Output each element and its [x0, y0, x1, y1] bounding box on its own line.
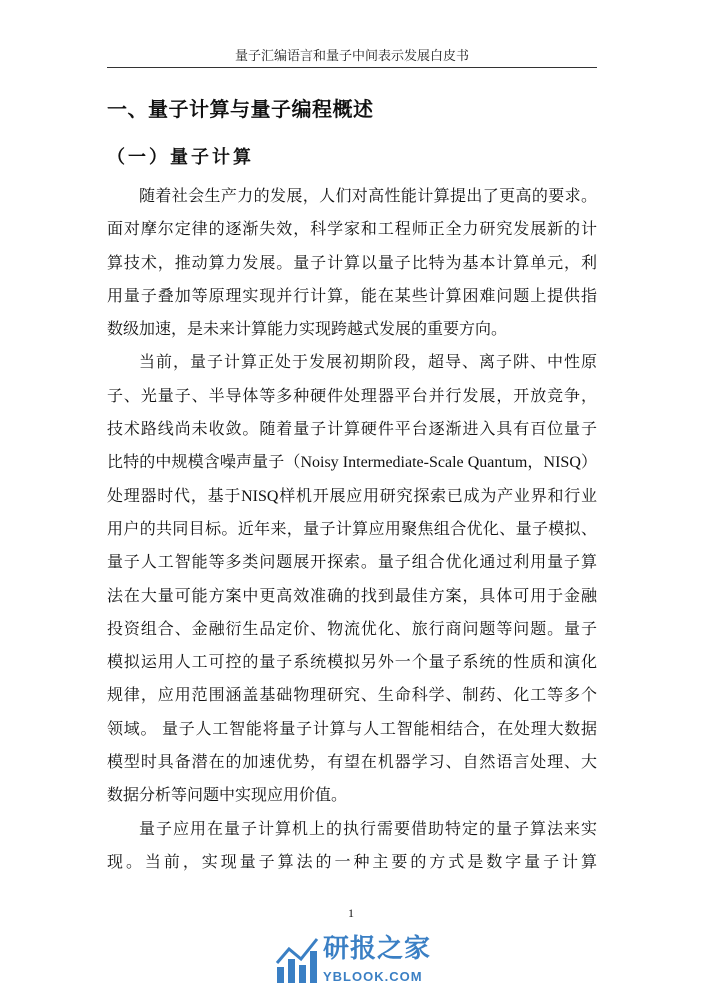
text-line: 随着社会生产力的发展，人们对高性能计算提出了更高的要求。 [139, 188, 597, 205]
text-line: 数级加速，是未来计算能力实现跨越式发展的重要方向。 [107, 321, 508, 339]
watermark-name-cn: 研报之家 [323, 933, 432, 963]
text-line: 模型时具备潜在的加速优势，有望在机器学习、自然语言处理、大 [107, 754, 597, 772]
text-line: 现。当前，实现量子算法的一种主要的方式是数字量子计算 [107, 853, 597, 871]
text-line: 技术路线尚未收敛。随着量子计算硬件平台逐渐进入具有百位量子 [107, 421, 597, 439]
text-line: 当前，量子计算正处于发展初期阶段，超导、离子阱、中性原 [139, 354, 597, 372]
text-line: 用户的共同目标。近年来，量子计算应用聚焦组合优化、量子模拟、 [107, 520, 597, 538]
header-rule [107, 67, 597, 68]
body-text [107, 180, 597, 879]
running-header: 量子汇编语言和量子中间表示发展白皮书 [234, 48, 469, 63]
page-number: 1 [348, 906, 354, 920]
text-line: 量子人工智能等多类问题展开探索。量子组合优化通过利用量子算 [107, 554, 597, 572]
text-line: 投资组合、金融衍生品定价、物流优化、旅行商问题等问题。量子 [107, 620, 597, 638]
text-line: 领域。 量子人工智能将量子计算与人工智能相结合，在处理大数据 [107, 720, 597, 738]
text-line: 比特的中规模含噪声量子（Noisy Intermediate-Scale Quantum，NISQ） [107, 454, 597, 472]
text-line: 数据分析等问题中实现应用价值。 [107, 787, 348, 805]
section-title: 一、量子计算与量子编程概述 [107, 99, 374, 121]
text-line: 法在大量可能方案中更高效准确的找到最佳方案，具体可用于金融 [107, 587, 597, 605]
text-line: 规律，应用范围涵盖基础物理研究、生命科学、制药、化工等多个 [107, 687, 597, 705]
watermark-name-en: YBLOOK.COM [323, 969, 423, 984]
text-line: 模拟运用人工可控的量子系统模拟另外一个量子系统的性质和演化 [107, 654, 597, 672]
text-line: 处理器时代，基于NISQ样机开展应用研究探索已成为产业界和行业 [107, 487, 597, 505]
text-line: 量子应用在量子计算机上的执行需要借助特定的量子算法来实 [139, 820, 597, 838]
text-line: 子、光量子、半导体等多种硬件处理器平台并行发展，开放竞争， [107, 387, 597, 405]
text-line: 算技术，推动算力发展。量子计算以量子比特为基本计算单元，利 [107, 254, 597, 272]
watermark-logo [275, 933, 445, 989]
bar-chart-logo-icon [275, 937, 321, 985]
subsection-title: （一）量子计算 [107, 147, 254, 167]
text-line: 面对摩尔定律的逐渐失效，科学家和工程师正全力研究发展新的计 [107, 221, 597, 239]
text-line: 用量子叠加等原理实现并行计算，能在某些计算困难问题上提供指 [107, 287, 597, 305]
